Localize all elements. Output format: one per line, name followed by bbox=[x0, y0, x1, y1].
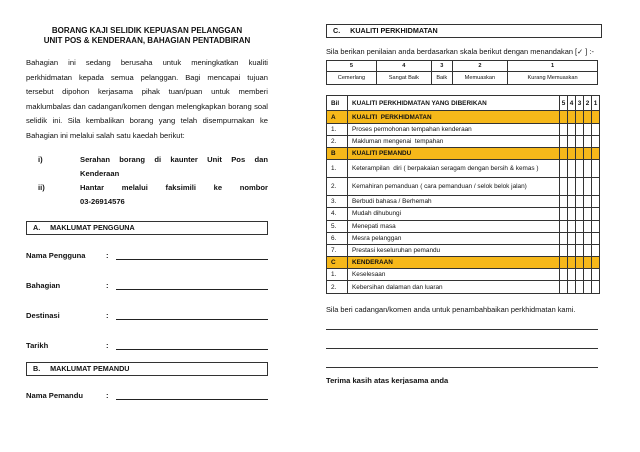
rating-cell[interactable] bbox=[568, 160, 576, 178]
item-text: Proses permohonan tempahan kenderaan bbox=[348, 123, 560, 135]
section-row-kualiti-perkhidmatan: A KUALITI PERKHIDMATAN bbox=[327, 111, 600, 123]
field-destinasi[interactable]: Destinasi : bbox=[26, 306, 268, 320]
rating-cell[interactable] bbox=[592, 244, 600, 256]
rating-cell[interactable] bbox=[592, 208, 600, 220]
scale-label: Kurang Memuaskan bbox=[508, 72, 598, 85]
rating-cell[interactable] bbox=[568, 123, 576, 135]
rating-cell[interactable] bbox=[592, 160, 600, 178]
header-title: KUALITI PERKHIDMATAN YANG DIBERIKAN bbox=[348, 96, 560, 111]
table-row: 7. Prestasi keseluruhan pemandu bbox=[327, 244, 600, 256]
item-text: Prestasi keseluruhan pemandu bbox=[348, 244, 560, 256]
scale-number: 5 bbox=[327, 61, 377, 72]
rating-cell[interactable] bbox=[576, 123, 584, 135]
item-text: Mudah dihubungi bbox=[348, 208, 560, 220]
rating-cell[interactable] bbox=[584, 178, 592, 196]
section-a-header: A. MAKLUMAT PENGGUNA bbox=[26, 221, 268, 235]
rating-cell[interactable] bbox=[592, 135, 600, 147]
scale-number: 1 bbox=[508, 61, 598, 72]
option-counter bbox=[26, 153, 268, 167]
intro-sentence-2: Sila kembalikan borang yang telah disempurnakan ke Bahagian ini melalui salah satu kaedah berikut: bbox=[26, 116, 268, 140]
rating-cell[interactable] bbox=[568, 220, 576, 232]
intro-sentence-1: Bahagian ini sedang berusaha untuk meningkatkan kualiti perkhidmatan kepada semua pelanggan. Bagi mencapai tujuan tersebut dipohon kerjasama pihak tuan/puan untuk memberi maklumbalas dan cadangan/komen dengan melengkapkan borang soal selidik ini. bbox=[26, 58, 268, 126]
form-title bbox=[26, 26, 268, 46]
section-row-kualiti-pemandu: B KUALITI PEMANDU bbox=[327, 147, 600, 159]
rating-cell[interactable] bbox=[576, 281, 584, 293]
field-label: Bahagian bbox=[26, 280, 61, 290]
rating-cell[interactable] bbox=[560, 160, 568, 178]
item-text: Kebersihan dalaman dan luaran bbox=[348, 281, 560, 293]
rating-cell[interactable] bbox=[560, 135, 568, 147]
option-text-cont: Kenderaan bbox=[80, 168, 120, 178]
field-bahagian[interactable]: Bahagian : bbox=[26, 276, 268, 290]
rating-cell[interactable] bbox=[560, 220, 568, 232]
rating-cell[interactable] bbox=[560, 178, 568, 196]
rating-cell[interactable] bbox=[592, 232, 600, 244]
right-column bbox=[326, 0, 602, 384]
rating-cell[interactable] bbox=[584, 160, 592, 178]
field-label: Destinasi bbox=[26, 310, 60, 320]
field-nama-pengguna[interactable]: Nama Pengguna : bbox=[26, 246, 268, 260]
section-row-kenderaan: C KENDERAAN bbox=[327, 257, 600, 269]
rating-cell[interactable] bbox=[560, 208, 568, 220]
table-row: 5. Menepati masa bbox=[327, 220, 600, 232]
rating-cell[interactable] bbox=[584, 196, 592, 208]
item-text: Berbudi bahasa / Berhemah bbox=[348, 196, 560, 208]
item-text: Makluman mengenai tempahan bbox=[348, 135, 560, 147]
table-row: 2. Makluman mengenai tempahan bbox=[327, 135, 600, 147]
item-text: Keselesaan bbox=[348, 269, 560, 281]
table-row: 1. Keselesaan bbox=[327, 269, 600, 281]
rating-cell[interactable] bbox=[592, 178, 600, 196]
rating-cell[interactable] bbox=[568, 208, 576, 220]
rating-cell[interactable] bbox=[584, 220, 592, 232]
option-counter-cont bbox=[26, 167, 268, 181]
comment-line[interactable] bbox=[326, 314, 598, 330]
item-text: Kemahiran pemanduan ( cara pemanduan / selok belok jalan) bbox=[348, 178, 560, 196]
rating-cell[interactable] bbox=[568, 281, 576, 293]
rating-cell[interactable] bbox=[560, 196, 568, 208]
field-nama-pemandu[interactable]: Nama Pemandu : bbox=[26, 386, 268, 400]
scale-number: 2 bbox=[452, 61, 507, 72]
table-row: 1. Keterampilan diri ( berpakaian seragam dengan bersih & kemas ) bbox=[327, 160, 600, 178]
option-key: ii) bbox=[38, 182, 45, 192]
rating-cell[interactable] bbox=[584, 123, 592, 135]
field-label: Tarikh bbox=[26, 340, 49, 350]
option-fax bbox=[26, 181, 268, 195]
item-text: Mesra pelanggan bbox=[348, 232, 560, 244]
table-row: 2. Kemahiran pemanduan ( cara pemanduan / selok belok jalan) bbox=[327, 178, 600, 196]
rating-cell[interactable] bbox=[568, 269, 576, 281]
nama-pengguna-input-line[interactable] bbox=[116, 250, 268, 260]
rating-cell[interactable] bbox=[576, 220, 584, 232]
rating-cell[interactable] bbox=[592, 123, 600, 135]
rating-table-header: Bil KUALITI PERKHIDMATAN YANG DIBERIKAN 5 4 3 2 1 bbox=[327, 96, 600, 111]
destinasi-input-line[interactable] bbox=[116, 310, 268, 320]
rating-cell[interactable] bbox=[576, 269, 584, 281]
rating-cell[interactable] bbox=[568, 178, 576, 196]
option-fax-number bbox=[26, 195, 268, 209]
rating-cell[interactable] bbox=[584, 281, 592, 293]
rating-cell[interactable] bbox=[592, 281, 600, 293]
rating-cell[interactable] bbox=[568, 135, 576, 147]
scale-label: Baik bbox=[431, 72, 452, 85]
rating-cell[interactable] bbox=[576, 135, 584, 147]
comment-line[interactable] bbox=[326, 352, 598, 368]
rating-cell[interactable] bbox=[560, 123, 568, 135]
section-c-header: C. KUALITI PERKHIDMATAN bbox=[326, 24, 602, 38]
left-column bbox=[26, 0, 268, 400]
rating-cell[interactable] bbox=[560, 281, 568, 293]
rating-cell[interactable] bbox=[592, 220, 600, 232]
rating-scale-legend bbox=[326, 60, 598, 85]
rating-cell[interactable] bbox=[560, 269, 568, 281]
scale-label: Memuaskan bbox=[452, 72, 507, 85]
rating-cell[interactable] bbox=[560, 244, 568, 256]
rating-cell[interactable] bbox=[584, 208, 592, 220]
rating-cell[interactable] bbox=[584, 232, 592, 244]
comment-line[interactable] bbox=[326, 333, 598, 349]
field-label: Nama Pengguna bbox=[26, 250, 86, 260]
rating-cell[interactable] bbox=[568, 196, 576, 208]
rating-cell[interactable] bbox=[560, 232, 568, 244]
item-text: Menepati masa bbox=[348, 220, 560, 232]
rating-cell[interactable] bbox=[576, 196, 584, 208]
rating-cell[interactable] bbox=[576, 160, 584, 178]
section-b-header: B. MAKLUMAT PEMANDU bbox=[26, 362, 268, 376]
form-title-line-2: UNIT POS & KENDERAAN, BAHAGIAN PENTADBIRAN bbox=[43, 36, 251, 45]
nama-pemandu-input-line[interactable] bbox=[116, 390, 268, 400]
rating-cell[interactable] bbox=[592, 196, 600, 208]
option-text: Serahan borang di kaunter Unit Pos dan bbox=[80, 154, 268, 164]
table-row: 6. Mesra pelanggan bbox=[327, 232, 600, 244]
rating-cell[interactable] bbox=[568, 244, 576, 256]
intro-text bbox=[26, 56, 268, 144]
rating-cell[interactable] bbox=[592, 269, 600, 281]
header-bil: Bil bbox=[327, 96, 348, 111]
rating-cell[interactable] bbox=[584, 269, 592, 281]
rating-cell[interactable] bbox=[576, 178, 584, 196]
rating-cell[interactable] bbox=[584, 244, 592, 256]
field-label: Nama Pemandu bbox=[26, 390, 83, 400]
rating-cell[interactable] bbox=[576, 232, 584, 244]
intro-paragraph bbox=[26, 56, 268, 144]
tarikh-input-line[interactable] bbox=[116, 340, 268, 350]
rating-table bbox=[326, 95, 600, 293]
scale-number: 3 bbox=[431, 61, 452, 72]
item-text: Keterampilan diri ( berpakaian seragam dengan bersih & kemas ) bbox=[348, 160, 560, 178]
bahagian-input-line[interactable] bbox=[116, 280, 268, 290]
form-title-line-1: BORANG KAJI SELIDIK KEPUASAN PELANGGAN bbox=[51, 26, 243, 35]
option-text: Hantar melalui faksimili ke nombor bbox=[80, 182, 268, 192]
field-tarikh[interactable]: Tarikh : bbox=[26, 336, 268, 350]
rating-cell[interactable] bbox=[584, 135, 592, 147]
rating-cell[interactable] bbox=[576, 208, 584, 220]
fax-number: 03-26914576 bbox=[80, 196, 125, 206]
scale-label: Sangat Baik bbox=[376, 72, 431, 85]
table-row: 4. Mudah dihubungi bbox=[327, 208, 600, 220]
table-row: 3. Berbudi bahasa / Berhemah bbox=[327, 196, 600, 208]
rating-cell[interactable] bbox=[568, 232, 576, 244]
rating-cell[interactable] bbox=[576, 244, 584, 256]
rating-instruction: Sila berikan penilaian anda berdasarkan skala berikut dengan menandakan [✓ ] :- bbox=[326, 47, 594, 56]
scale-label: Cemerlang bbox=[327, 72, 377, 85]
table-row: 1. Proses permohonan tempahan kenderaan bbox=[327, 123, 600, 135]
table-row: 2. Kebersihan dalaman dan luaran bbox=[327, 281, 600, 293]
scale-number: 4 bbox=[376, 61, 431, 72]
thank-you-note: Terima kasih atas kerjasama anda bbox=[326, 375, 449, 384]
comment-prompt: Sila beri cadangan/komen anda untuk penambahbaikan perkhidmatan kami. bbox=[326, 304, 576, 314]
option-key: i) bbox=[38, 154, 43, 164]
